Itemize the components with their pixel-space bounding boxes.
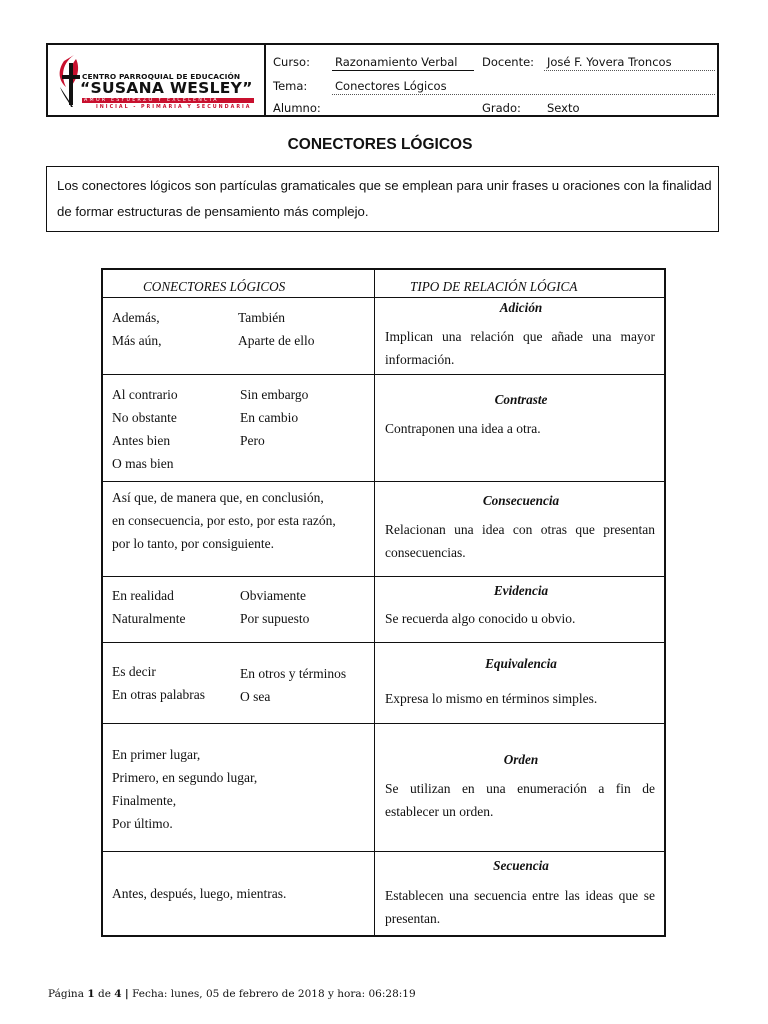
footer-date: Fecha: lunes, 05 de febrero de 2018 y hora: 06:28:19 xyxy=(132,988,416,1000)
footer-page-current: 1 xyxy=(87,988,95,1000)
grado-label: Grado: xyxy=(482,101,521,115)
relation-type: Consecuencia xyxy=(482,493,560,508)
connector-text: O sea xyxy=(240,689,271,704)
docente-underline xyxy=(544,70,715,71)
page-footer xyxy=(48,988,416,1000)
connectors-table xyxy=(101,268,666,937)
docente-value: José F. Yovera Troncos xyxy=(547,55,672,69)
grado-value: Sexto xyxy=(547,101,580,115)
footer-page-total: 4 xyxy=(114,988,122,1000)
row-divider xyxy=(103,297,664,298)
relation-description: Expresa lo mismo en términos simples. xyxy=(385,691,598,706)
row-divider xyxy=(103,374,664,375)
footer-separator: | xyxy=(124,988,129,1000)
logo-motto: AMOR ESFUERZO Y EXCELENCIA xyxy=(84,98,219,103)
footer-of-word: de xyxy=(97,988,111,1000)
connector-text: Naturalmente xyxy=(112,611,186,626)
tema-value: Conectores Lógicos xyxy=(335,79,447,93)
logo-school-line1: CENTRO PARROQUIAL DE EDUCACIÓN xyxy=(82,72,241,81)
tema-underline xyxy=(332,94,715,95)
connector-text: Aparte de ello xyxy=(238,333,315,348)
footer-page-word: Página xyxy=(48,988,84,1000)
connector-text: En otras palabras xyxy=(112,687,205,702)
definition-box xyxy=(46,166,719,232)
relation-type: Evidencia xyxy=(493,583,549,598)
row-divider xyxy=(103,851,664,852)
curso-label: Curso: xyxy=(273,55,310,69)
column-header-relation: TIPO DE RELACIÓN LÓGICA xyxy=(410,279,578,294)
connector-text: En otros y términos xyxy=(240,666,347,681)
connector-text: Sin embargo xyxy=(240,387,309,402)
connector-text: O mas bien xyxy=(112,456,174,471)
connector-text: Por supuesto xyxy=(240,611,310,626)
connector-text: En cambio xyxy=(240,410,299,425)
curso-value: Razonamiento Verbal xyxy=(335,55,458,69)
connector-text: En primer lugar, xyxy=(112,747,201,762)
relation-description: Establecen una secuencia entre las ideas que se presentan. xyxy=(385,888,655,926)
relation-description: Se utilizan en una enumeración a fin de establecer un orden. xyxy=(385,781,655,819)
school-logo xyxy=(48,45,266,115)
column-header-connectors: CONECTORES LÓGICOS xyxy=(143,279,286,294)
alumno-label: Alumno: xyxy=(273,101,321,115)
connector-text: Primero, en segundo lugar, xyxy=(112,770,258,785)
connector-text: Es decir xyxy=(112,664,156,679)
connector-text: por lo tanto, por consiguiente. xyxy=(112,536,274,551)
relation-type: Secuencia xyxy=(493,858,549,873)
connector-text: Además, xyxy=(112,310,160,325)
connector-text: Al contrario xyxy=(112,387,178,402)
curso-underline xyxy=(332,70,474,71)
logo-school-name: “SUSANA WESLEY” xyxy=(80,79,253,97)
connector-text: Más aún, xyxy=(112,333,162,348)
row-divider xyxy=(103,481,664,482)
definition-line-1: Los conectores lógicos son partículas gramaticales que se emplean para unir frases u oraciones con la finalidad xyxy=(57,178,712,193)
header-info xyxy=(266,45,717,115)
logo-levels: INICIAL - PRIMARIA Y SECUNDARIA xyxy=(96,105,252,110)
docente-label: Docente: xyxy=(482,55,535,69)
row-divider xyxy=(103,576,664,577)
connector-text: Antes bien xyxy=(112,433,171,448)
relation-type: Contraste xyxy=(494,392,548,407)
tema-label: Tema: xyxy=(273,79,308,93)
connector-text: No obstante xyxy=(112,410,177,425)
relation-description: Se recuerda algo conocido u obvio. xyxy=(385,611,576,626)
connector-text: En realidad xyxy=(112,588,174,603)
relation-type: Equivalencia xyxy=(485,656,557,671)
relation-description: Relacionan una idea con otras que presentan consecuencias. xyxy=(385,522,655,560)
row-divider xyxy=(103,642,664,643)
relation-description: Implican una relación que añade una mayor información. xyxy=(385,329,655,367)
connector-text: Por último. xyxy=(112,816,173,831)
relation-type: Orden xyxy=(503,752,539,767)
row-divider xyxy=(103,723,664,724)
connector-text: Así que, de manera que, en conclusión, xyxy=(112,490,324,505)
connector-text: Antes, después, luego, mientras. xyxy=(112,886,287,901)
column-divider xyxy=(374,270,375,935)
document-header xyxy=(46,43,719,117)
definition-line-2: de formar estructuras de pensamiento más complejo. xyxy=(57,204,369,219)
connector-text: en consecuencia, por esto, por esta razón, xyxy=(112,513,336,528)
connector-text: Obviamente xyxy=(240,588,306,603)
connector-text: También xyxy=(238,310,286,325)
connector-text: Pero xyxy=(240,433,265,448)
connector-text: Finalmente, xyxy=(112,793,177,808)
relation-type: Adición xyxy=(499,300,543,315)
page-title: CONECTORES LÓGICOS xyxy=(287,136,473,153)
relation-description: Contraponen una idea a otra. xyxy=(385,421,541,436)
